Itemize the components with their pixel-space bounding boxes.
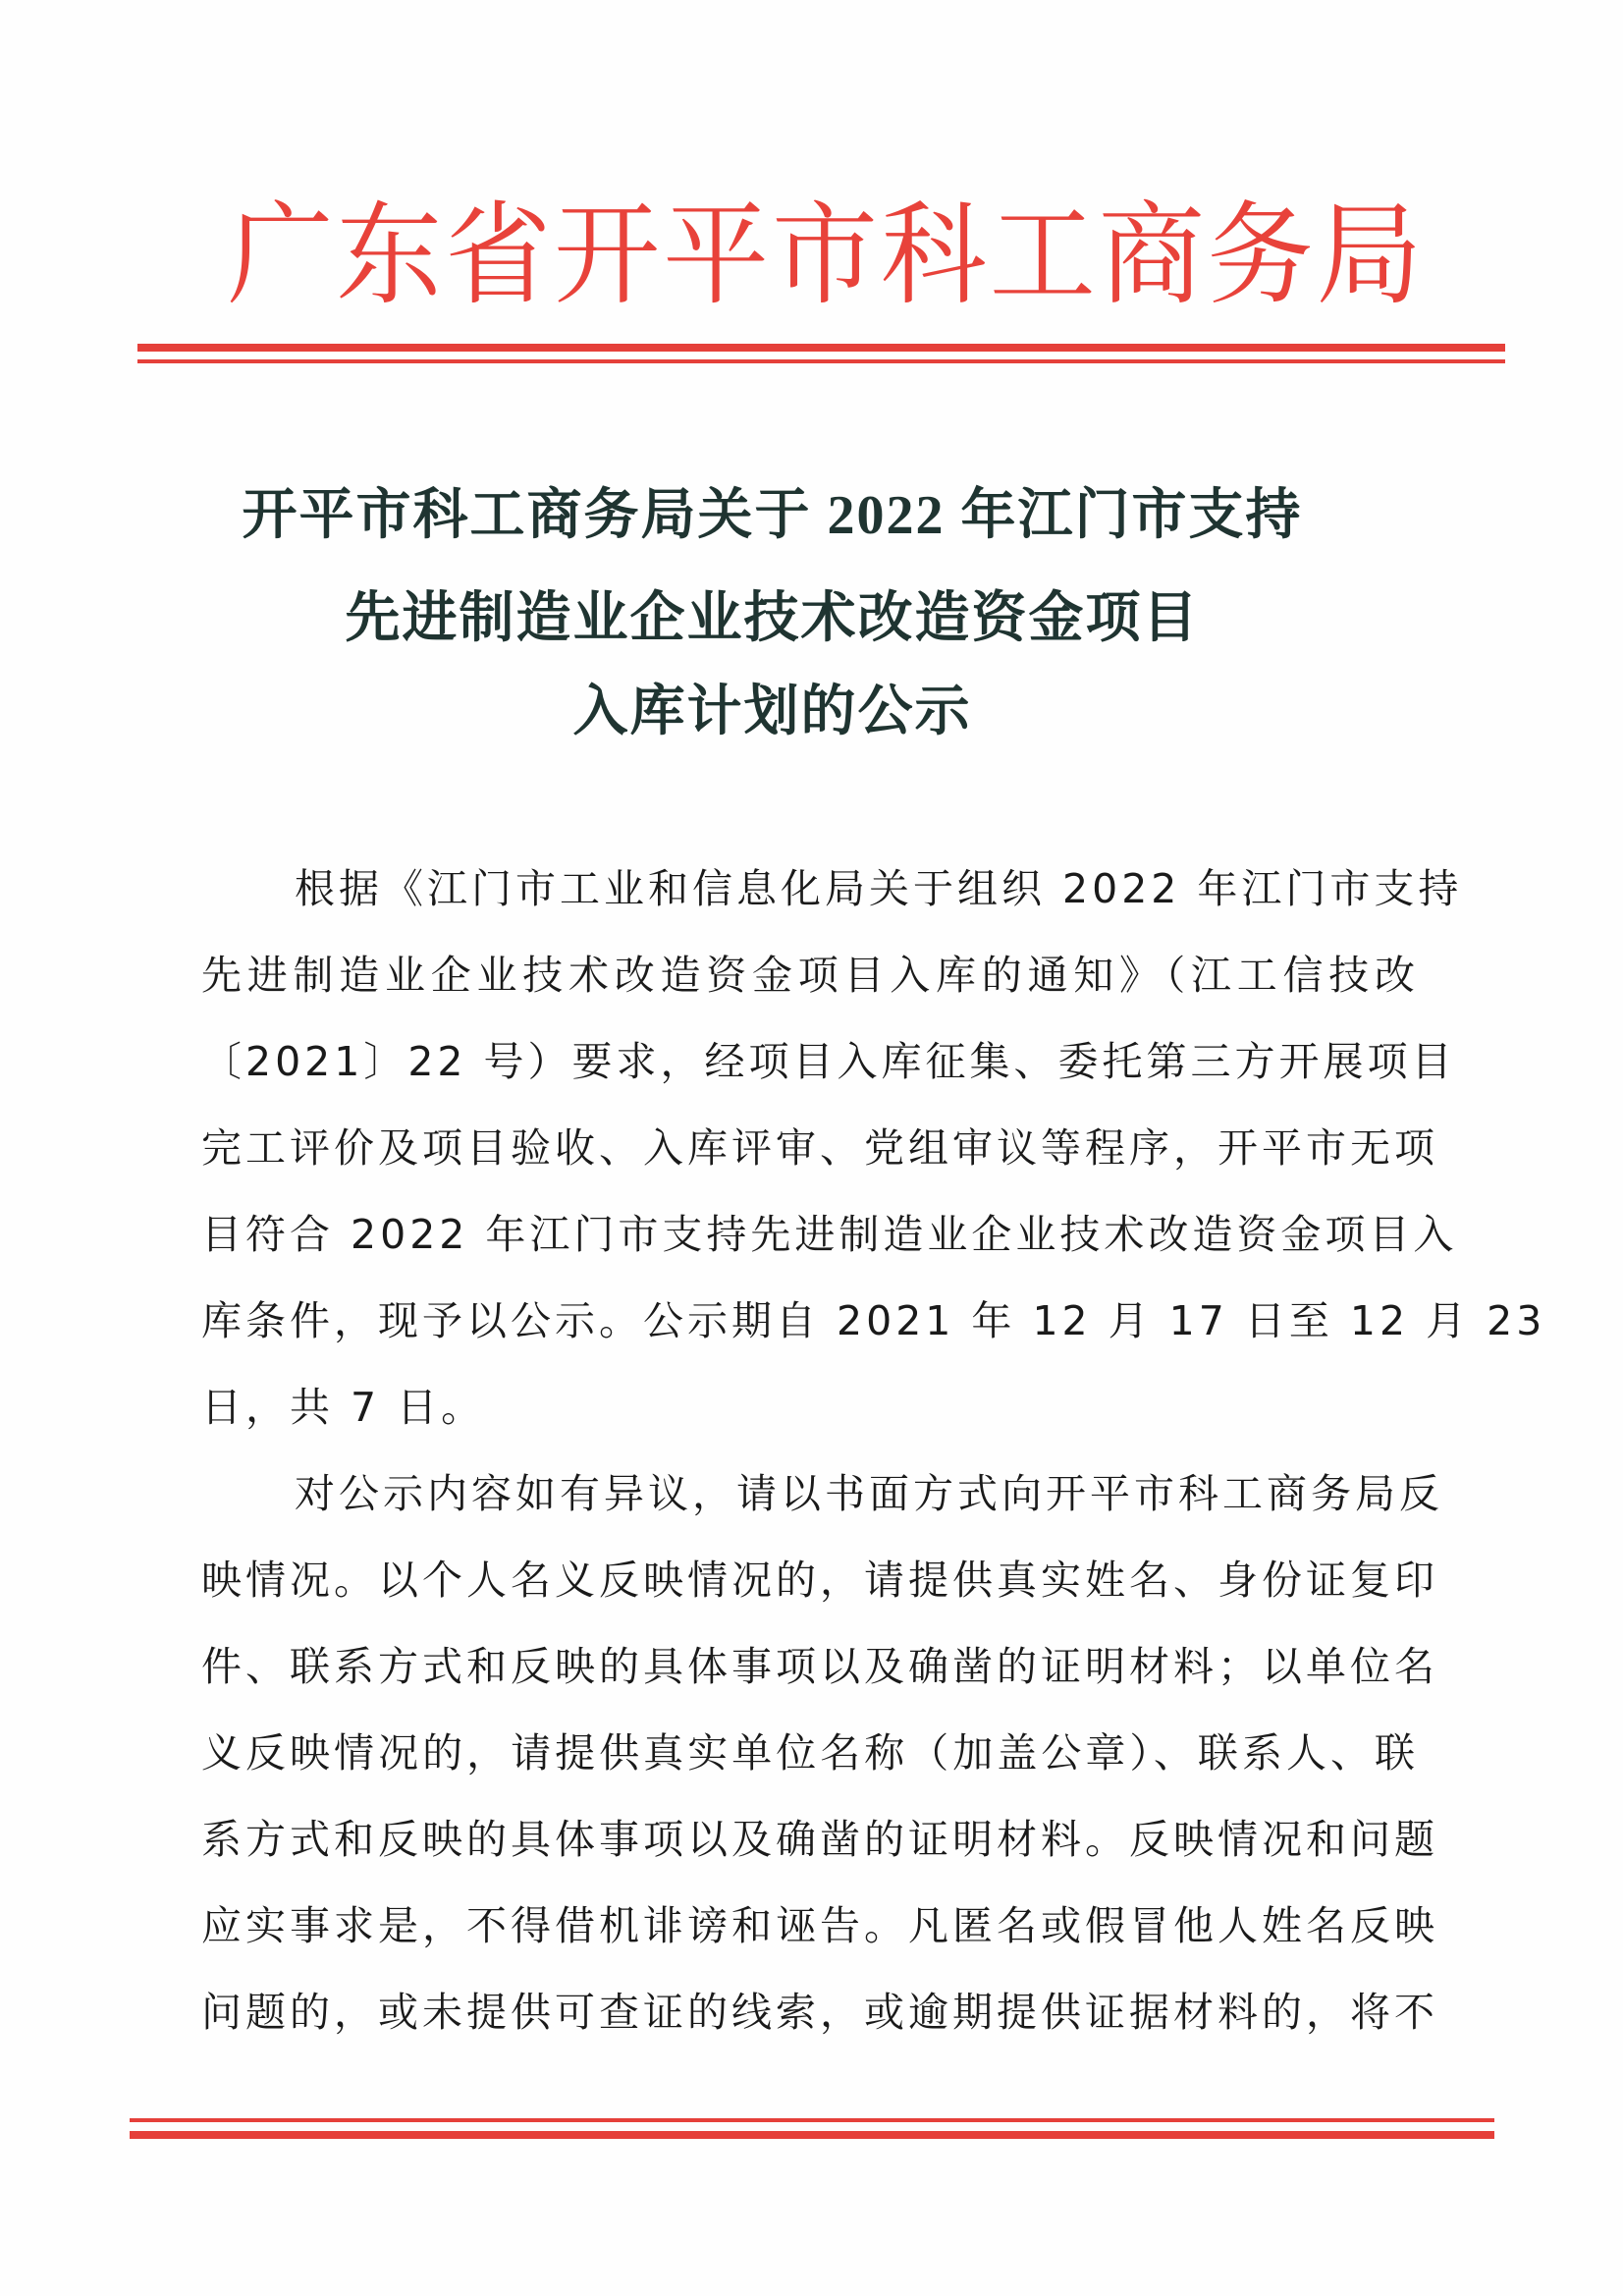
text-line: 映情况。以个人名义反映情况的，请提供真实姓名、身份证复印 [201, 1557, 1438, 1604]
letterhead-char: 市 [771, 191, 878, 321]
letterhead-char: 科 [880, 191, 987, 321]
text-line: 件、联系方式和反映的具体事项以及确凿的证明材料；以单位名 [201, 1643, 1438, 1690]
document-title-line-1: 开平市科工商务局关于 2022 年江门市支持 [242, 485, 1303, 546]
letterhead-char: 开 [554, 191, 661, 321]
letterhead-char: 商 [1098, 191, 1205, 321]
text-line: 根据《江门市工业和信息化局关于组织 2022 年江门市支持 [295, 865, 1463, 912]
paragraph-basis [201, 846, 1546, 1450]
text-line: 应实事求是，不得借机诽谤和诬告。凡匿名或假冒他人姓名反映 [201, 1902, 1438, 1949]
text-line: 义反映情况的，请提供真实单位名称（加盖公章）、联系人、联 [201, 1729, 1419, 1777]
letterhead-char: 工 [989, 191, 1096, 321]
text-line: 对公示内容如有异议，请以书面方式向开平市科工商务局反 [295, 1470, 1443, 1517]
letterhead-char: 广 [227, 191, 334, 321]
document-title-line-3: 入库计划的公示 [572, 682, 972, 742]
letterhead-char: 东 [336, 191, 443, 321]
text-line: 库条件，现予以公示。公示期自 2021 年 12 月 17 日至 12 月 23 [201, 1297, 1546, 1344]
letterhead-char: 平 [663, 191, 770, 321]
letterhead [226, 192, 1424, 320]
footer-rule-thick [130, 2131, 1494, 2139]
letterhead-char: 局 [1316, 191, 1423, 321]
text-line: 系方式和反映的具体事项以及确凿的证明材料。反映情况和问题 [201, 1816, 1438, 1863]
text-line: 目符合 2022 年江门市支持先进制造业企业技术改造资金项目入 [201, 1211, 1458, 1258]
header-rule-thick [137, 344, 1505, 352]
text-line: 日，共 7 日。 [201, 1384, 486, 1431]
text-line: 完工评价及项目验收、入库评审、党组审议等程序，开平市无项 [201, 1124, 1438, 1172]
text-line: 先进制造业企业技术改造资金项目入库的通知》（江工信技改 [201, 952, 1419, 999]
letterhead-char: 省 [445, 191, 552, 321]
document-title-line-2: 先进制造业企业技术改造资金项目 [345, 588, 1200, 649]
letterhead-char: 务 [1207, 191, 1314, 321]
text-line: 问题的，或未提供可查证的线索，或逾期提供证据材料的，将不 [201, 1989, 1438, 2036]
footer-rule-thin [130, 2118, 1494, 2122]
paragraph-objection-procedure [201, 1450, 1443, 2055]
text-line: 〔2021〕22 号）要求，经项目入库征集、委托第三方开展项目 [201, 1038, 1456, 1085]
header-rule-thin [137, 359, 1505, 363]
